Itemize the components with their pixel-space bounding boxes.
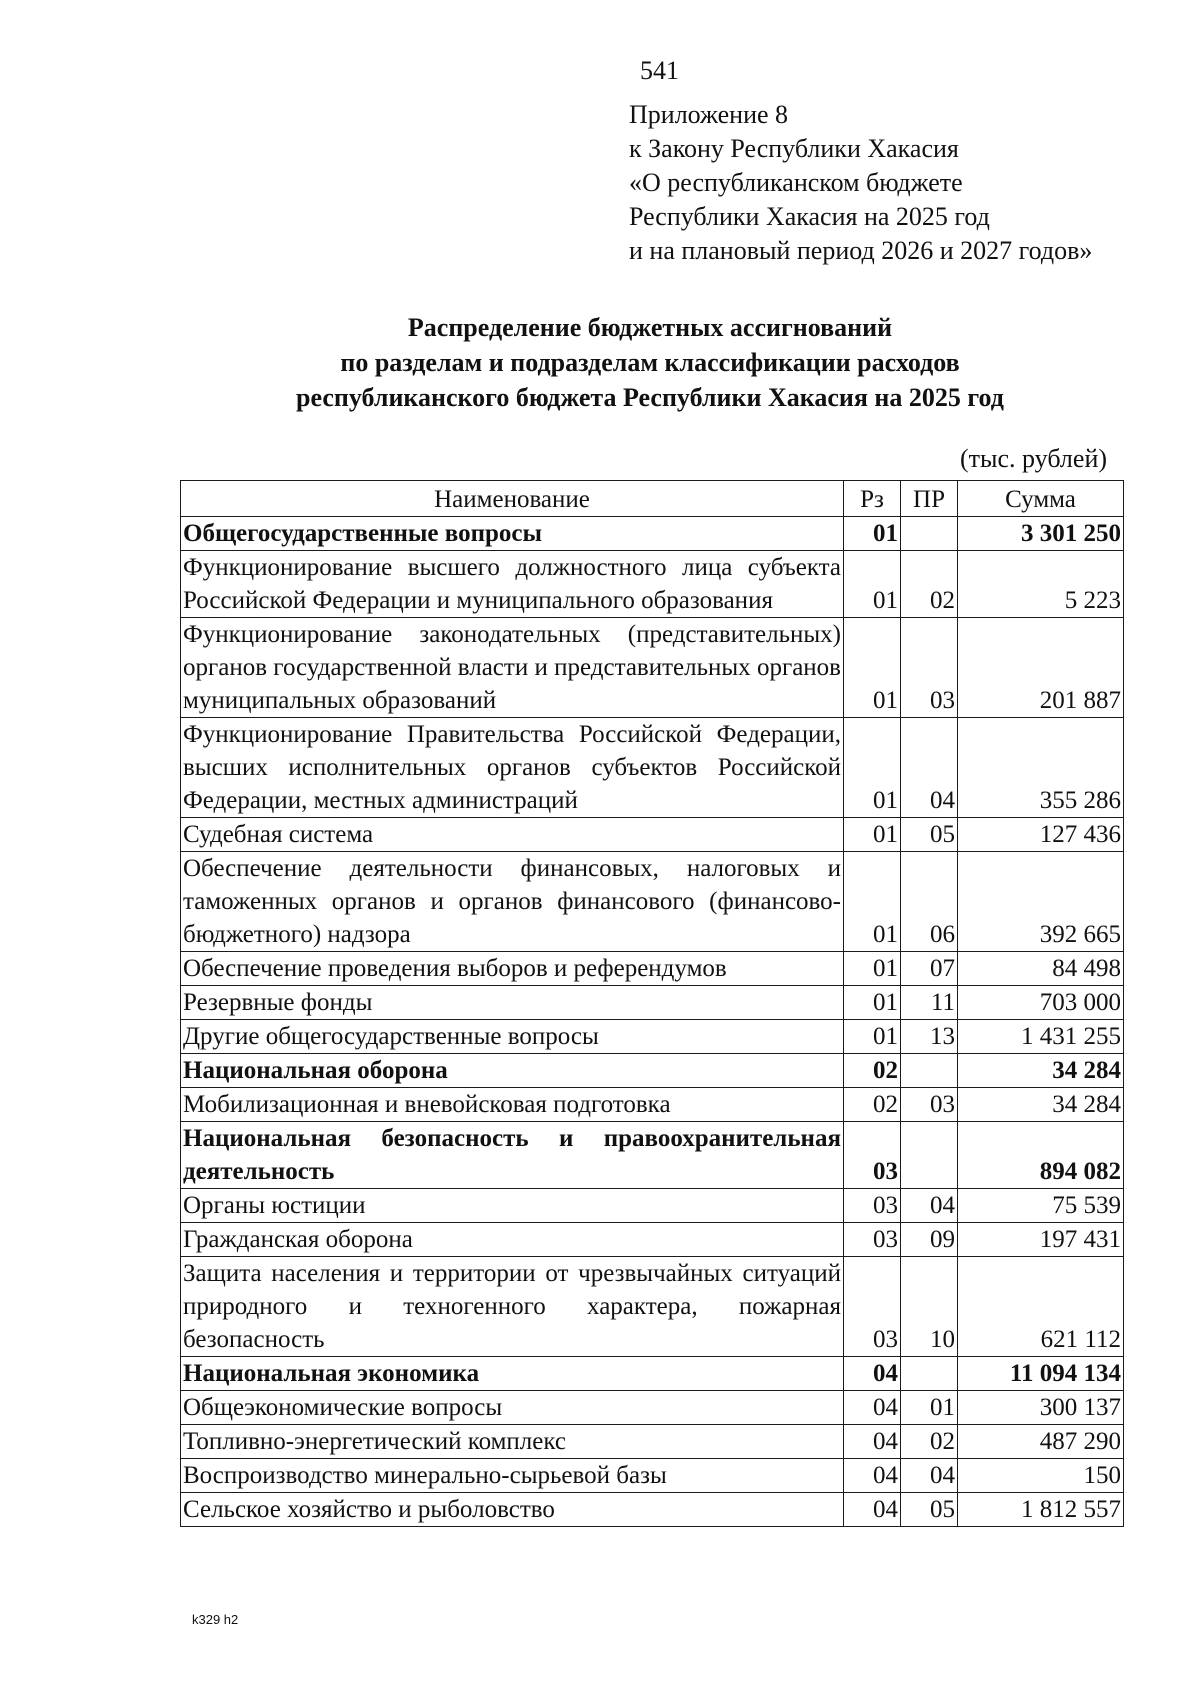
row-name: Воспроизводство минерально-сырьевой базы [181, 1459, 844, 1493]
units-label: (тыс. рублей) [960, 444, 1108, 473]
header-sum: Сумма [958, 481, 1124, 517]
row-name: Функционирование высшего должностного лица субъекта Российской Федерации и муниципального образования [181, 551, 844, 618]
row-name: Резервные фонды [181, 986, 844, 1020]
row-pr: 03 [901, 618, 958, 718]
row-rz: 04 [844, 1425, 901, 1459]
row-pr [901, 1054, 958, 1088]
row-rz: 01 [844, 718, 901, 818]
row-name: Защита населения и территории от чрезвычайных ситуаций природного и техногенного характера, пожарная безопасность [181, 1257, 844, 1357]
row-name: Судебная система [181, 818, 844, 852]
row-pr: 03 [901, 1088, 958, 1122]
header-rz: Рз [844, 481, 901, 517]
row-name: Мобилизационная и вневойсковая подготовка [181, 1088, 844, 1122]
row-pr: 05 [901, 1493, 958, 1527]
row-rz: 04 [844, 1357, 901, 1391]
row-rz: 01 [844, 1020, 901, 1054]
row-rz: 03 [844, 1189, 901, 1223]
row-pr: 11 [901, 986, 958, 1020]
footer-code: k329 h2 [192, 1612, 239, 1627]
row-rz: 04 [844, 1391, 901, 1425]
title-line: республиканского бюджета Республики Хакасия на 2025 год [296, 383, 1004, 412]
row-rz: 01 [844, 852, 901, 952]
row-rz: 01 [844, 952, 901, 986]
title-line: Распределение бюджетных ассигнований [407, 313, 893, 342]
appendix-header [629, 98, 1092, 268]
header-pr: ПР [901, 481, 958, 517]
row-sum: 3 301 250 [958, 517, 1124, 551]
row-pr [901, 517, 958, 551]
row-sum: 1 812 557 [958, 1493, 1124, 1527]
table-section-row [181, 1054, 1124, 1088]
row-sum: 487 290 [958, 1425, 1124, 1459]
row-sum: 150 [958, 1459, 1124, 1493]
row-name: Органы юстиции [181, 1189, 844, 1223]
table-section-row [181, 517, 1124, 551]
table-row [181, 1223, 1124, 1257]
row-sum: 201 887 [958, 618, 1124, 718]
table-row [181, 618, 1124, 718]
row-name: Национальная экономика [181, 1357, 844, 1391]
row-rz: 01 [844, 818, 901, 852]
row-pr: 02 [901, 551, 958, 618]
row-rz: 02 [844, 1054, 901, 1088]
appendix-line: Республики Хакасия на 2025 год [629, 202, 990, 231]
table-row [181, 852, 1124, 952]
table-row [181, 818, 1124, 852]
row-rz: 01 [844, 551, 901, 618]
table-row [181, 1493, 1124, 1527]
table-row [181, 1189, 1124, 1223]
row-sum: 392 665 [958, 852, 1124, 952]
table-row [181, 952, 1124, 986]
appendix-line: и на плановый период 2026 и 2027 годов» [629, 236, 1093, 265]
table-section-row [181, 1122, 1124, 1189]
row-sum: 34 284 [958, 1088, 1124, 1122]
row-name: Гражданская оборона [181, 1223, 844, 1257]
row-pr: 04 [901, 718, 958, 818]
row-name: Национальная оборона [181, 1054, 844, 1088]
table-row [181, 1088, 1124, 1122]
appendix-line: Приложение 8 [629, 100, 789, 129]
row-pr: 06 [901, 852, 958, 952]
row-pr: 01 [901, 1391, 958, 1425]
title-line: по разделам и подразделам классификации расходов [340, 348, 960, 377]
row-pr: 13 [901, 1020, 958, 1054]
row-rz: 01 [844, 986, 901, 1020]
row-name: Сельское хозяйство и рыболовство [181, 1493, 844, 1527]
document-title [180, 310, 1120, 415]
row-rz: 04 [844, 1493, 901, 1527]
table-row [181, 1257, 1124, 1357]
row-rz: 04 [844, 1459, 901, 1493]
row-pr: 05 [901, 818, 958, 852]
row-pr: 09 [901, 1223, 958, 1257]
row-name: Национальная безопасность и правоохранительная деятельность [181, 1122, 844, 1189]
table-row [181, 986, 1124, 1020]
row-name: Функционирование Правительства Российской Федерации, высших исполнительных органов субъектов Российской Федерации, местных администраций [181, 718, 844, 818]
row-rz: 03 [844, 1122, 901, 1189]
table-section-row [181, 1357, 1124, 1391]
appendix-line: «О республиканском бюджете [629, 168, 963, 197]
row-rz: 03 [844, 1257, 901, 1357]
row-pr: 04 [901, 1189, 958, 1223]
row-sum: 197 431 [958, 1223, 1124, 1257]
table-body [181, 517, 1124, 1527]
row-pr: 07 [901, 952, 958, 986]
row-sum: 84 498 [958, 952, 1124, 986]
table-row [181, 1459, 1124, 1493]
row-sum: 34 284 [958, 1054, 1124, 1088]
row-pr: 10 [901, 1257, 958, 1357]
appendix-line: к Закону Республики Хакасия [629, 134, 959, 163]
row-sum: 75 539 [958, 1189, 1124, 1223]
row-pr [901, 1357, 958, 1391]
row-sum: 11 094 134 [958, 1357, 1124, 1391]
budget-table [180, 480, 1124, 1527]
row-sum: 300 137 [958, 1391, 1124, 1425]
row-name: Топливно-энергетический комплекс [181, 1425, 844, 1459]
row-rz: 03 [844, 1223, 901, 1257]
row-sum: 703 000 [958, 986, 1124, 1020]
table-header-row [181, 481, 1124, 517]
header-name: Наименование [181, 481, 844, 517]
row-name: Функционирование законодательных (представительных) органов государственной власти и представительных органов муниципальных образований [181, 618, 844, 718]
row-pr: 04 [901, 1459, 958, 1493]
row-sum: 5 223 [958, 551, 1124, 618]
row-rz: 02 [844, 1088, 901, 1122]
row-name: Обеспечение проведения выборов и референдумов [181, 952, 844, 986]
row-pr: 02 [901, 1425, 958, 1459]
table-row [181, 718, 1124, 818]
row-sum: 1 431 255 [958, 1020, 1124, 1054]
row-pr [901, 1122, 958, 1189]
row-sum: 621 112 [958, 1257, 1124, 1357]
row-rz: 01 [844, 517, 901, 551]
row-rz: 01 [844, 618, 901, 718]
table-row [181, 1020, 1124, 1054]
row-sum: 355 286 [958, 718, 1124, 818]
table-row [181, 1425, 1124, 1459]
table-row [181, 1391, 1124, 1425]
table-row [181, 551, 1124, 618]
page-number: 541 [640, 56, 679, 85]
row-name: Другие общегосударственные вопросы [181, 1020, 844, 1054]
row-sum: 127 436 [958, 818, 1124, 852]
row-name: Общегосударственные вопросы [181, 517, 844, 551]
row-name: Общеэкономические вопросы [181, 1391, 844, 1425]
row-name: Обеспечение деятельности финансовых, налоговых и таможенных органов и органов финансового (финансово-бюджетного) надзора [181, 852, 844, 952]
row-sum: 894 082 [958, 1122, 1124, 1189]
